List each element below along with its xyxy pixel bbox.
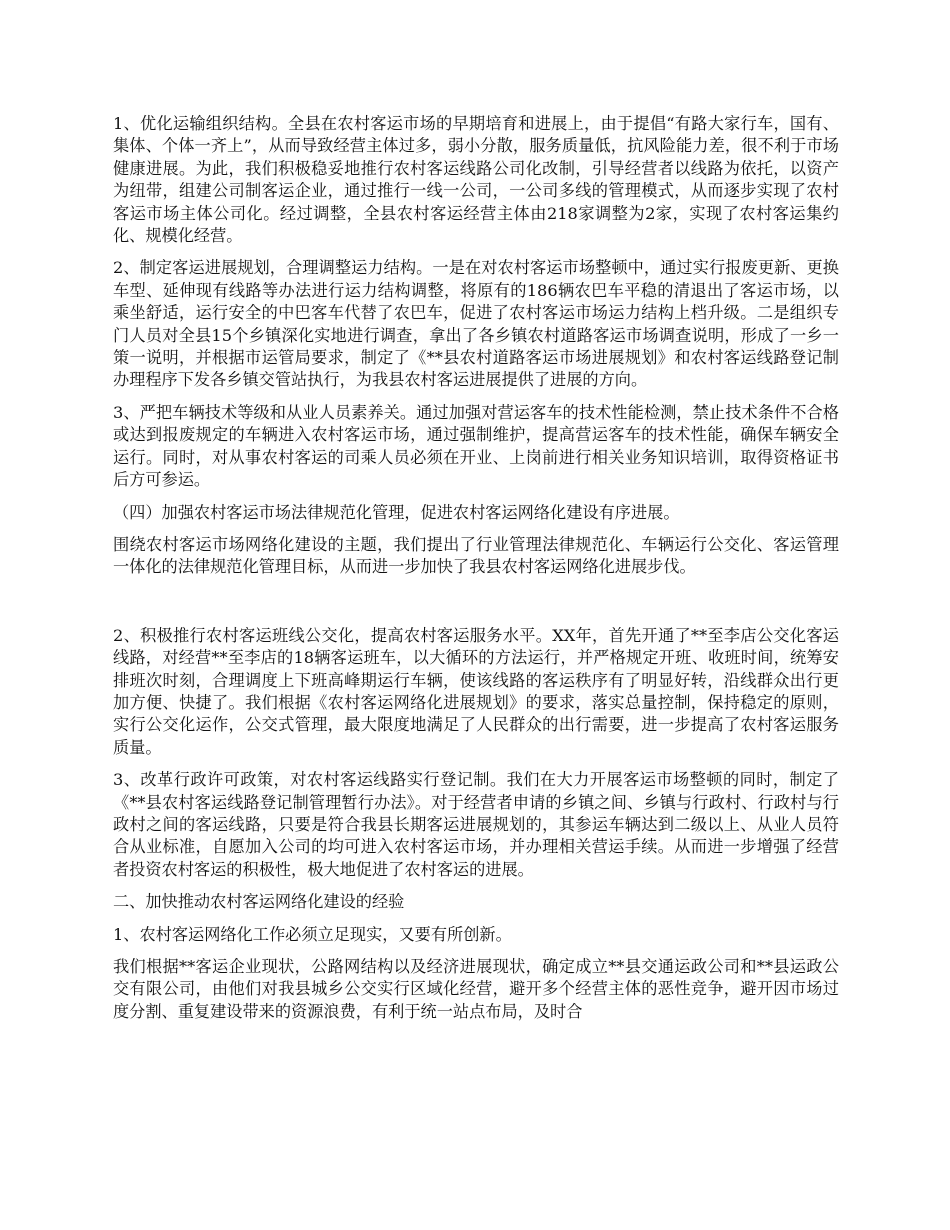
paragraph-passenger-planning: 2、制定客运进展规划，合理调整运力结构。一是在对农村客运市场整顿中，通过实行报废更新、更换车型、延伸现有线路等办法进行运力结构调整，将原有的186辆农巴车平稳的清退出了客运市场，以乘坐舒适，运行安全的中巴客车代替了农巴车，促进了农村客运市场运力结构上档升级。二是组织专门人员对全县15个乡镇深化实地进行调查，拿出了各乡镇农村道路客运市场调查说明，形成了一乡一策一说明，并根据市运管局要求，制定了《**县农村道路客运市场进展规划》和农村客运线路登记制办理程序下发各乡镇交管站执行，为我县农村客运进展提供了进展的方向。 <box>113 258 839 390</box>
section-heading-legal-management: （四）加强农村客运市场法律规范化管理，促进农村客运网络化建设有序进展。 <box>113 502 680 522</box>
document-body <box>113 113 839 1033</box>
paragraph-bus-service: 2、积极推行农村客运班线公交化，提高农村客运服务水平。XX年，首先开通了**至李店公交化客运线路，对经营**至李店的18辆客运班车，以大循环的方法运行，并严格规定开班、收班时间，统筹安排班次时刻，合理调度上下班高峰期运行车辆，使该线路的客运秩序有了明显好转，沿线群众出行更加方便、快捷了。我们根据《农村客运网络化进展规划》的要求，落实总量控制，保持稳定的原则，实行公交化运作，公交式管理，最大限度地满足了人民群众的出行需要，进一步提高了农村客运服务质量。 <box>113 625 839 757</box>
paragraph-innovation: 1、农村客运网络化工作必须立足现实，又要有所创新。 <box>113 924 512 944</box>
paragraph-transport-organization: 1、优化运输组织结构。全县在农村客运市场的早期培育和进展上，由于提倡“有路大家行车，国有、集体、个体一齐上”，从而导致经营主体过多，弱小分散，服务质量低，抗风险能力差，很不利于市场健康进展。为此，我们积极稳妥地推行农村客运线路公司化改制，引导经营者以线路为依托，以资产为纽带，组建公司制客运企业，通过推行一线一公司，一公司多线的管理模式，从而逐步实现了农村客运市场主体公司化。经过调整，全县农村客运经营主体由218家调整为2家，实现了农村客运集约化、规模化经营。 <box>113 114 839 246</box>
paragraph-company-setup: 我们根据**客运企业现状，公路网结构以及经济进展现状，确定成立**县交通运政公司和**县运政公交有限公司，由他们对我县城乡公交实行区域化经营，避开多个经营主体的恶性竞争，避开因市场过度分割、重复建设带来的资源浪费，有利于统一站点布局，及时合 <box>113 957 839 1021</box>
paragraph-vehicle-standards: 3、严把车辆技术等级和从业人员素养关。通过加强对营运客车的技术性能检测，禁止技术条件不合格或达到报废规定的车辆进入农村客运市场，通过强制维护，提高营运客车的技术性能，确保车辆安全运行。同时，对从事农村客运的司乘人员必须在开业、上岗前进行相关业务知识培训，取得资格证书后方可参运。 <box>113 402 839 490</box>
section-heading-experience: 二、加快推动农村客运网络化建设的经验 <box>113 892 405 912</box>
paragraph-network-theme: 围绕农村客运市场网络化建设的主题，我们提出了行业管理法律规范化、车辆运行公交化、客运管理一体化的法律规范化管理目标，从而进一步加快了我县农村客运网络化进展步伐。 <box>113 534 839 577</box>
paragraph-licensing-reform: 3、改革行政许可政策，对农村客运线路实行登记制。我们在大力开展客运市场整顿的同时，制定了《**县农村客运线路登记制管理暂行办法》。对于经营者申请的乡镇之间、乡镇与行政村、行政村与行政村之间的客运线路，只要是符合我县长期客运进展规划的，其参运车辆达到二级以上、从业人员符合从业标准，自愿加入公司的均可进入农村客运市场，并办理相关营运手续。从而进一步增强了经营者投资农村客运的积极性，极大地促进了农村客运的进展。 <box>113 770 839 879</box>
